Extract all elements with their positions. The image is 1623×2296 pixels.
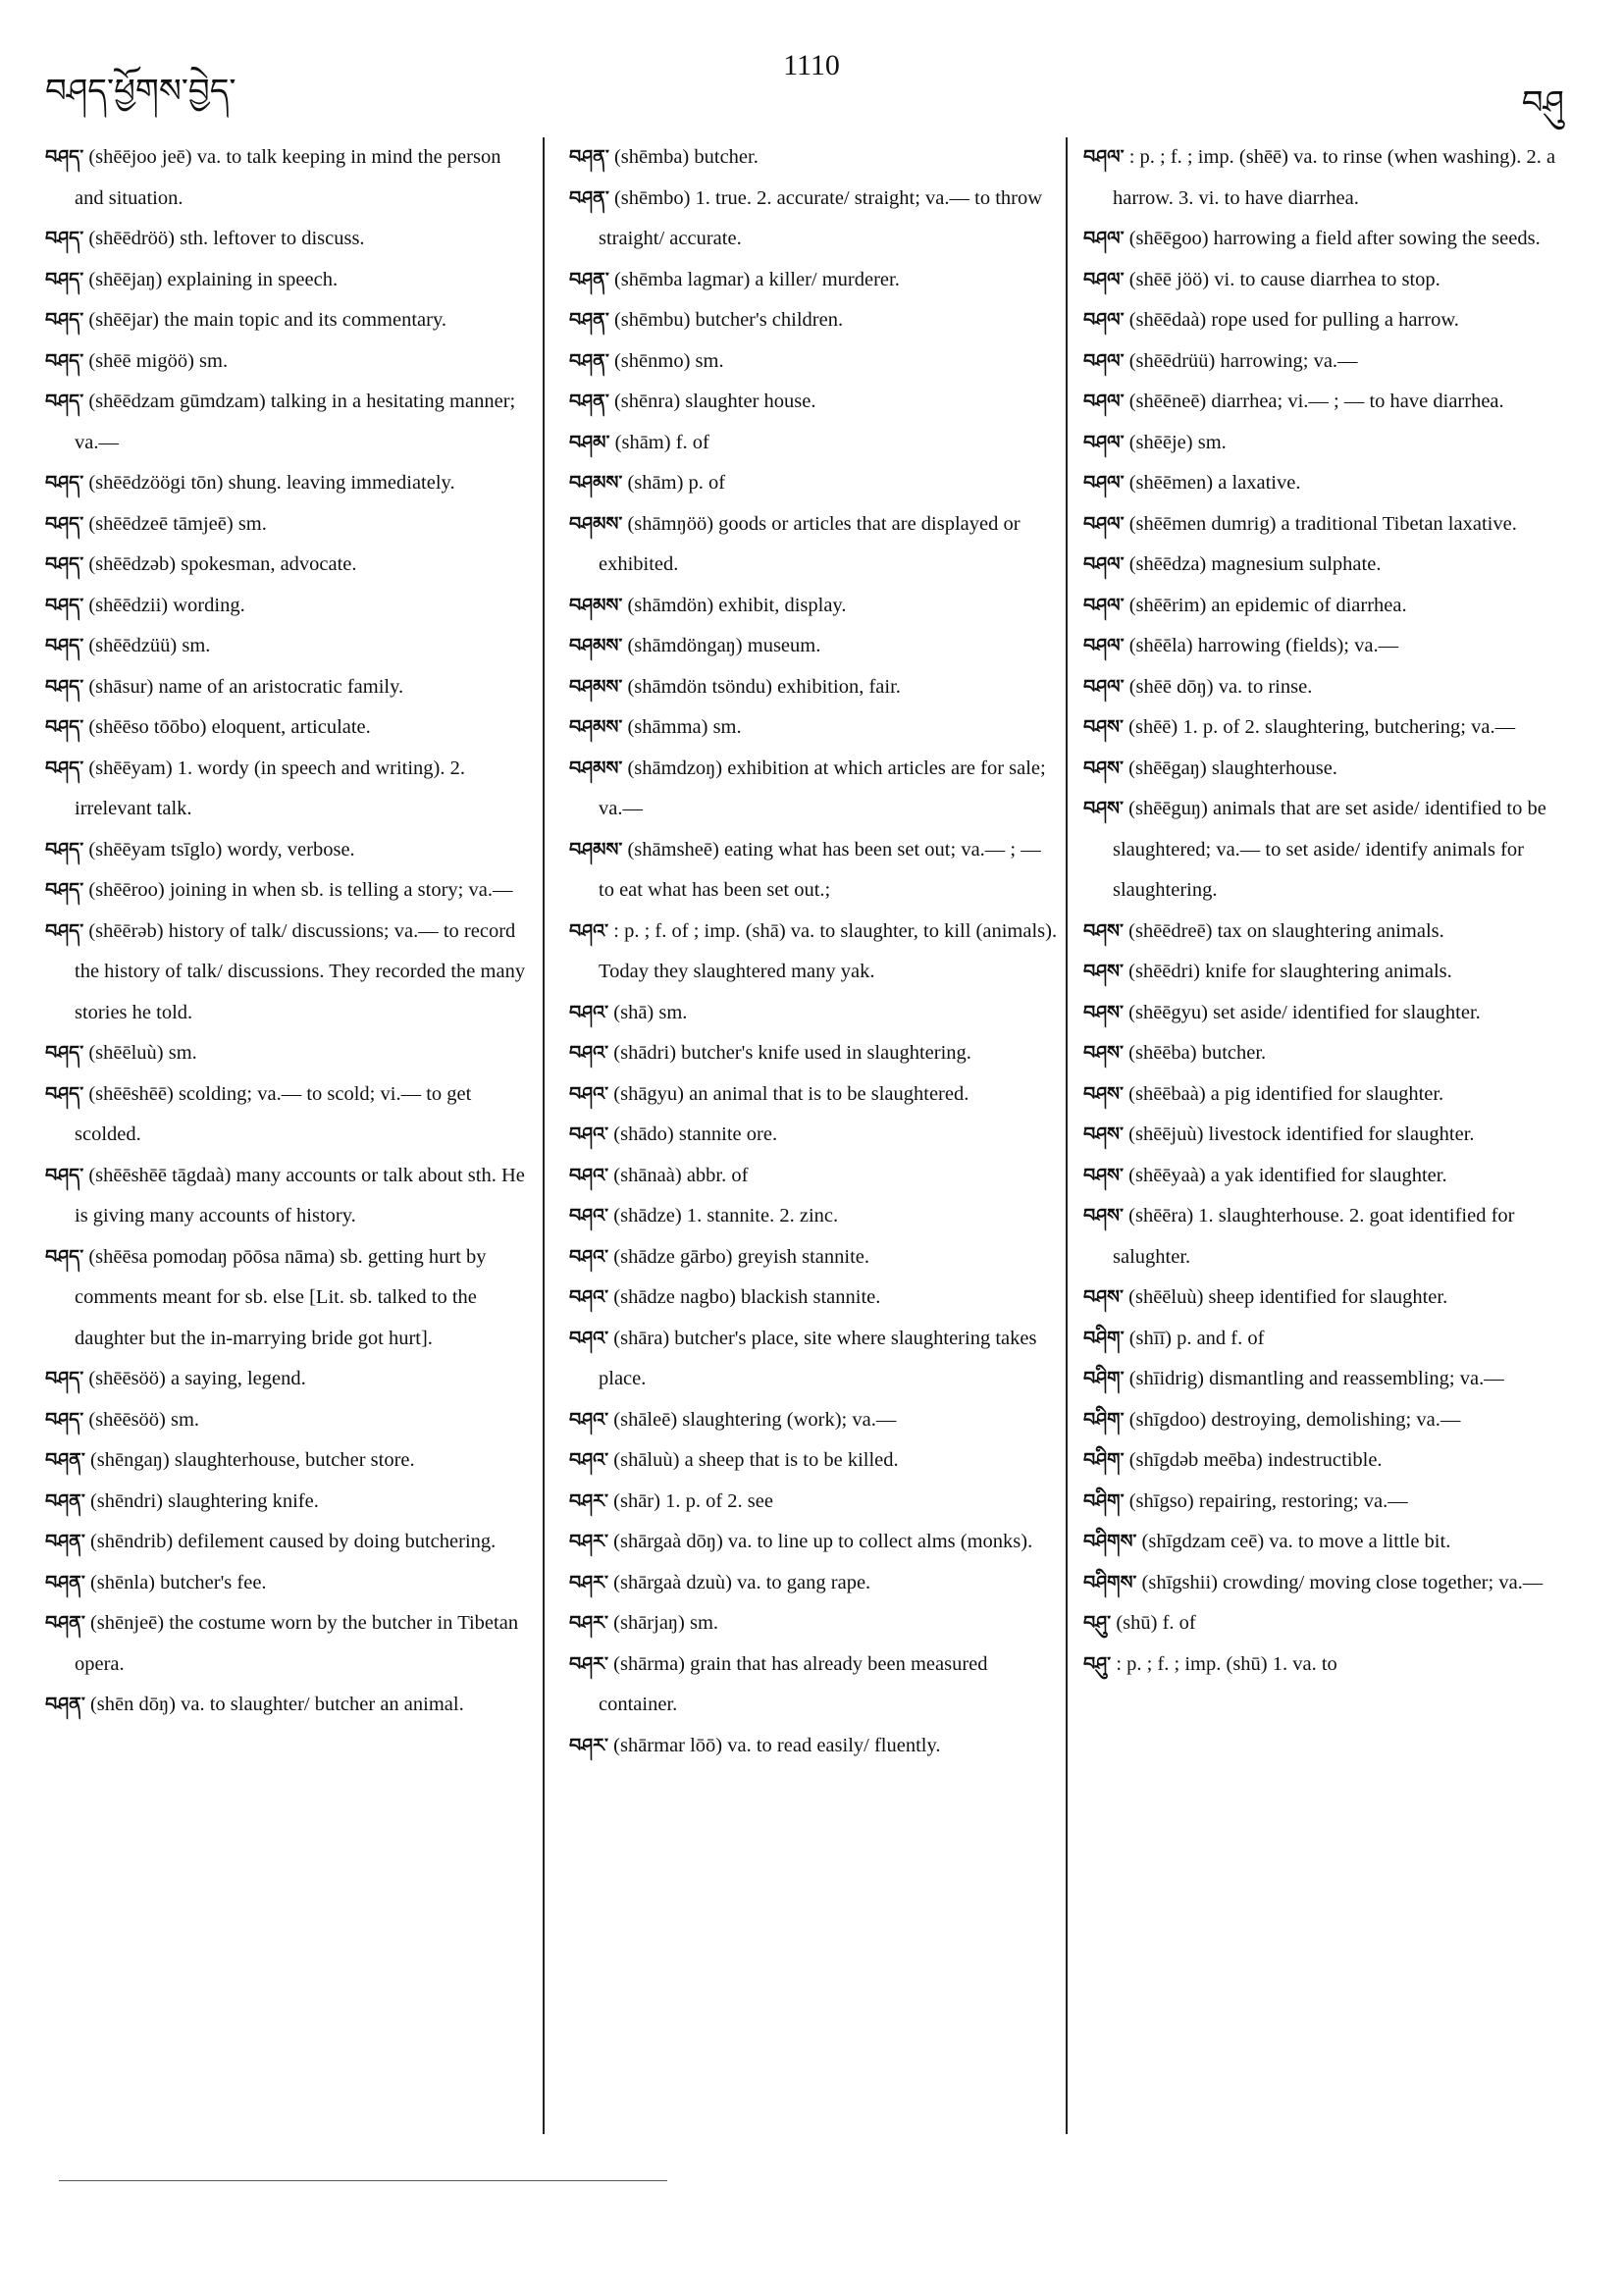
entry-definition: (shāmma) sm. xyxy=(627,716,742,738)
dictionary-entry xyxy=(1083,1563,1574,1604)
dictionary-entry xyxy=(45,1237,526,1360)
dictionary-entry xyxy=(1083,1482,1574,1523)
dictionary-entry xyxy=(45,1074,526,1156)
entry-definition: (shēēdreē) tax on slaughtering animals. xyxy=(1128,919,1444,942)
entry-definition: (shēn dōŋ) va. to slaughter/ butcher an animal. xyxy=(89,1694,464,1715)
dictionary-entry xyxy=(45,1603,526,1685)
entry-definition: (shīgso) repairing, restoring; va.— xyxy=(1128,1489,1408,1512)
entry-headword: བཤད་ xyxy=(45,635,84,656)
entry-definition: (shēēla) harrowing (fields); va.— xyxy=(1128,635,1399,656)
entry-headword: བཤར་ xyxy=(569,1612,609,1634)
entry-definition: (shēēsa pomodaŋ pōōsa nāma) sb. getting hurt by comments meant for sb. else [Lit. sb. talked to the daughter but the in-marrying bride got hurt]. xyxy=(75,1245,487,1349)
dictionary-entry xyxy=(1083,341,1574,383)
entry-definition: (shāmdzoŋ) exhibition at which articles are for sale; va.— xyxy=(599,757,1046,819)
entry-definition: : p. ; f. ; imp. (shū) 1. va. to xyxy=(1116,1652,1337,1675)
entry-headword: བཤད་ xyxy=(45,553,84,575)
dictionary-entry xyxy=(569,463,1060,504)
entry-definition: (shāleē) slaughtering (work); va.— xyxy=(613,1408,897,1431)
entry-definition: (shēēdröö) sth. leftover to discuss. xyxy=(88,228,365,249)
entry-definition: (shēēgyu) set aside/ identified for slaughter. xyxy=(1128,1001,1481,1023)
dictionary-entry xyxy=(569,1237,1060,1278)
entry-definition: (shēmbu) butcher's children. xyxy=(613,309,844,331)
dictionary-entry xyxy=(1083,382,1574,423)
entry-definition: (shārgaà dōŋ) va. to line up to collect alms (monks). xyxy=(613,1531,1033,1552)
dictionary-entry xyxy=(1083,423,1574,464)
dictionary-entry xyxy=(45,260,526,301)
page-header xyxy=(0,0,1623,128)
entry-definition: (shāluù) a sheep that is to be killed. xyxy=(613,1449,899,1471)
dictionary-entry xyxy=(45,545,526,586)
dictionary-entry xyxy=(1083,952,1574,993)
entry-definition: (shēēyaà) a yak identified for slaughter. xyxy=(1128,1164,1447,1186)
entry-definition: (shēngaŋ) slaughterhouse, butcher store. xyxy=(89,1449,415,1471)
dictionary-entry xyxy=(1083,789,1574,912)
entry-headword: བཤད་ xyxy=(45,512,84,535)
entry-headword: བཤིགས་ xyxy=(1083,1571,1137,1593)
dictionary-entry xyxy=(569,341,1060,383)
dictionary-entry xyxy=(569,993,1060,1034)
entry-headword: བཤལ་ xyxy=(1083,391,1125,412)
entry-headword: བཤས་ xyxy=(1083,716,1125,738)
entry-definition: (shēējaŋ) explaining in speech. xyxy=(88,268,339,290)
entry-headword: བཤིག་ xyxy=(1083,1327,1125,1349)
dictionary-entry xyxy=(1083,300,1574,341)
dictionary-entry xyxy=(45,463,526,504)
entry-headword: བཤས་ xyxy=(1083,1042,1125,1064)
entry-definition: : p. ; f. ; imp. (shēē) va. to rinse (when washing). 2. a harrow. 3. vi. to have diarrhea. xyxy=(1113,146,1556,209)
entry-headword: བཤིག་ xyxy=(1083,1408,1125,1431)
entry-headword: བཤའ་ xyxy=(569,1286,609,1308)
dictionary-entry xyxy=(45,1563,526,1604)
entry-headword: བཤས་ xyxy=(1083,919,1125,942)
entry-headword: བཤན་ xyxy=(569,349,609,372)
page-number: 1110 xyxy=(783,49,840,81)
entry-definition: (shēēgaŋ) slaughterhouse. xyxy=(1128,757,1337,779)
entry-headword: བཤམས་ xyxy=(569,838,623,861)
dictionary-entry xyxy=(569,912,1060,993)
entry-headword: བཤམས་ xyxy=(569,675,623,698)
entry-headword: བཤལ་ xyxy=(1083,268,1125,290)
entry-definition: (shā) sm. xyxy=(613,1001,688,1023)
entry-headword: བཤའ་ xyxy=(569,1205,609,1226)
entry-definition: (shēēbaà) a pig identified for slaughter. xyxy=(1128,1082,1444,1105)
dictionary-entry xyxy=(569,1400,1060,1441)
dictionary-entry xyxy=(45,1685,526,1726)
dictionary-entry xyxy=(569,179,1060,260)
entry-definition: (shēēdza) magnesium sulphate. xyxy=(1128,553,1382,575)
entry-headword: བཤད་ xyxy=(45,391,84,412)
dictionary-entry xyxy=(1083,1644,1574,1686)
dictionary-entry xyxy=(569,1603,1060,1644)
entry-headword: བཤས་ xyxy=(1083,1082,1125,1105)
entry-definition: (shēēra) 1. slaughterhouse. 2. goat identified for salughter. xyxy=(1113,1205,1515,1268)
dictionary-entry xyxy=(569,586,1060,627)
entry-headword: བཤད་ xyxy=(45,1082,84,1105)
dictionary-entry xyxy=(45,1522,526,1563)
entry-definition: (shāmdöngaŋ) museum. xyxy=(627,635,821,656)
entry-headword: བཤས་ xyxy=(1083,1164,1125,1186)
dictionary-entry xyxy=(45,504,526,546)
dictionary-entry xyxy=(1083,545,1574,586)
entry-definition: (shāmdön tsöndu) exhibition, fair. xyxy=(627,675,901,698)
entry-headword: བཤན་ xyxy=(45,1489,85,1512)
entry-headword: བཤས་ xyxy=(1083,798,1125,819)
entry-headword: བཤན་ xyxy=(45,1449,85,1471)
dictionary-entry xyxy=(569,830,1060,912)
entry-headword: བཤའ་ xyxy=(569,1082,609,1105)
entry-definition: (shēēsöö) sm. xyxy=(88,1408,200,1431)
dictionary-entry xyxy=(569,1726,1060,1767)
dictionary-entry xyxy=(45,586,526,627)
dictionary-entry xyxy=(1083,1319,1574,1360)
entry-definition: (shādze) 1. stannite. 2. zinc. xyxy=(613,1205,839,1226)
entry-definition: (shīgdzam ceē) va. to move a little bit. xyxy=(1141,1531,1451,1552)
entry-headword: བཤམས་ xyxy=(569,716,623,738)
dictionary-entry xyxy=(569,260,1060,301)
dictionary-entry xyxy=(1083,504,1574,546)
dictionary-entry xyxy=(1083,667,1574,708)
dictionary-entry xyxy=(569,382,1060,423)
entry-definition: (shāsur) name of an aristocratic family. xyxy=(88,675,404,698)
entry-headword: བཤའ་ xyxy=(569,1164,609,1186)
entry-headword: བཤད་ xyxy=(45,349,84,372)
entry-headword: བཤམས་ xyxy=(569,512,623,535)
entry-headword: བཤལ་ xyxy=(1083,635,1125,656)
entry-definition: (shēēmen dumrig) a traditional Tibetan laxative. xyxy=(1128,512,1517,535)
dictionary-entry xyxy=(1083,463,1574,504)
dictionary-entry xyxy=(1083,1278,1574,1319)
entry-definition: (shēēluù) sheep identified for slaughter. xyxy=(1128,1286,1448,1308)
entry-headword: བཤལ་ xyxy=(1083,472,1125,494)
entry-headword: བཤར་ xyxy=(569,1571,609,1593)
entry-headword: བཤད་ xyxy=(45,1164,84,1186)
entry-definition: (shār) 1. p. of 2. see xyxy=(613,1489,773,1512)
dictionary-entry xyxy=(45,1400,526,1441)
dictionary-entry xyxy=(45,300,526,341)
entry-headword: བཤལ་ xyxy=(1083,675,1125,698)
entry-definition: (shēēneē) diarrhea; vi.— ; — to have diarrhea. xyxy=(1128,391,1504,412)
entry-definition: (shēē jöö) vi. to cause diarrhea to stop. xyxy=(1128,268,1440,290)
entry-definition: (shārmar lōō) va. to read easily/ fluently. xyxy=(613,1734,941,1756)
dictionary-entry xyxy=(1083,137,1574,219)
dictionary-entry xyxy=(1083,1440,1574,1482)
entry-headword: བཤིགས་ xyxy=(1083,1531,1137,1552)
entry-definition: (shēē dōŋ) va. to rinse. xyxy=(1128,675,1313,698)
entry-definition: : p. ; f. of ; imp. (shā) va. to slaughter, to kill (animals). Today they slaughtered many yak. xyxy=(599,919,1058,982)
entry-headword: བཤད་ xyxy=(45,838,84,861)
entry-headword: བཤལ་ xyxy=(1083,431,1125,453)
entry-definition: (shānaà) abbr. of xyxy=(613,1164,749,1186)
entry-definition: (shārjaŋ) sm. xyxy=(613,1612,719,1634)
entry-headword: བཤར་ xyxy=(569,1531,609,1552)
entry-headword: བཤའ་ xyxy=(569,1042,609,1064)
dictionary-entry xyxy=(45,667,526,708)
entry-headword: བཤད་ xyxy=(45,268,84,290)
entry-definition: (shādze gārbo) greyish stannite. xyxy=(613,1245,869,1268)
dictionary-entry xyxy=(45,870,526,912)
dictionary-entry xyxy=(569,626,1060,667)
entry-headword: བཤལ་ xyxy=(1083,553,1125,575)
entry-definition: (shēēmen) a laxative. xyxy=(1128,472,1301,494)
entry-definition: (shēēroo) joining in when sb. is telling a story; va.— xyxy=(88,879,513,901)
entry-definition: (shēēdaà) rope used for pulling a harrow. xyxy=(1128,309,1459,331)
entry-headword: བཤད་ xyxy=(45,1042,84,1064)
entry-headword: བཤད་ xyxy=(45,919,84,942)
entry-headword: བཤད་ xyxy=(45,716,84,738)
entry-definition: (shēēsöö) a saying, legend. xyxy=(88,1368,306,1389)
entry-headword: བཤས་ xyxy=(1083,961,1125,982)
dictionary-entry xyxy=(1083,749,1574,790)
entry-headword: བཤུ་ xyxy=(1083,1652,1112,1675)
entry-headword: བཤུ་ xyxy=(1083,1612,1112,1634)
dictionary-entry xyxy=(1083,219,1574,260)
entry-headword: བཤས་ xyxy=(1083,1001,1125,1023)
entry-headword: བཤམས་ xyxy=(569,635,623,656)
entry-definition: (shīī) p. and f. of xyxy=(1128,1327,1265,1349)
entry-definition: (shēnjeē) the costume worn by the butcher in Tibetan opera. xyxy=(75,1612,519,1675)
running-headword-right: བཤུ xyxy=(1521,83,1564,123)
entry-headword: བཤའ་ xyxy=(569,1123,609,1145)
dictionary-entry xyxy=(569,1033,1060,1074)
entry-definition: (shēēdzam gūmdzam) talking in a hesitating manner; va.— xyxy=(75,391,516,453)
entry-definition: (shēmba) butcher. xyxy=(613,146,759,168)
entry-headword: བཤལ་ xyxy=(1083,349,1125,372)
entry-definition: (shēēdzöögi tōn) shung. leaving immediately. xyxy=(88,472,455,494)
entry-definition: (shām) p. of xyxy=(627,472,726,494)
entry-definition: (shāra) butcher's place, site where slaughtering takes place. xyxy=(599,1327,1037,1389)
entry-headword: བཤར་ xyxy=(569,1652,609,1675)
dictionary-entry xyxy=(45,1156,526,1237)
dictionary-entry xyxy=(569,137,1060,179)
column-3 xyxy=(1083,137,1574,2149)
dictionary-entry xyxy=(1083,1522,1574,1563)
entry-definition: (shārgaà dzuù) va. to gang rape. xyxy=(613,1571,871,1593)
dictionary-entry xyxy=(45,382,526,463)
dictionary-entry xyxy=(1083,260,1574,301)
dictionary-entry xyxy=(45,137,526,219)
dictionary-entry xyxy=(45,341,526,383)
entry-headword: བཤན་ xyxy=(569,309,609,331)
entry-definition: (shēērim) an epidemic of diarrhea. xyxy=(1128,594,1407,616)
entry-headword: བཤལ་ xyxy=(1083,146,1125,168)
entry-definition: (shēē) 1. p. of 2. slaughtering, butchering; va.— xyxy=(1128,716,1516,738)
entry-definition: (shēē migöö) sm. xyxy=(88,349,229,372)
entry-definition: (shām) f. of xyxy=(614,431,709,453)
entry-definition: (shēēshēē tāgdaà) many accounts or talk about sth. He is giving many accounts of history. xyxy=(75,1164,525,1226)
dictionary-entry xyxy=(45,626,526,667)
entry-headword: བཤད་ xyxy=(45,472,84,494)
entry-definition: (shādri) butcher's knife used in slaughtering. xyxy=(613,1042,971,1064)
dictionary-entry xyxy=(569,707,1060,749)
entry-headword: བཤམས་ xyxy=(569,472,623,494)
dictionary-entry xyxy=(569,667,1060,708)
entry-headword: བཤད་ xyxy=(45,1368,84,1389)
entry-headword: བཤལ་ xyxy=(1083,594,1125,616)
dictionary-entry xyxy=(569,1196,1060,1237)
entry-definition: (shēmbo) 1. true. 2. accurate/ straight; va.— to throw straight/ accurate. xyxy=(599,186,1043,249)
entry-headword: བཤད་ xyxy=(45,594,84,616)
entry-headword: བཤམ་ xyxy=(569,431,610,453)
dictionary-entry xyxy=(45,219,526,260)
dictionary-entry xyxy=(1083,1074,1574,1116)
entry-definition: (shēndrib) defilement caused by doing butchering. xyxy=(89,1531,497,1552)
entry-definition: (shēējar) the main topic and its commentary. xyxy=(88,309,447,331)
dictionary-entry xyxy=(569,1644,1060,1726)
dictionary-entry xyxy=(1083,586,1574,627)
entry-definition: (shēēluù) sm. xyxy=(88,1042,197,1064)
entry-headword: བཤའ་ xyxy=(569,919,609,942)
entry-definition: (shēndri) slaughtering knife. xyxy=(89,1489,319,1512)
entry-definition: (shādze nagbo) blackish stannite. xyxy=(613,1286,881,1308)
dictionary-entry xyxy=(569,1563,1060,1604)
entry-definition: (shēēdzii) wording. xyxy=(88,594,245,616)
dictionary-entry xyxy=(1083,1196,1574,1278)
entry-definition: (shādo) stannite ore. xyxy=(613,1123,778,1145)
entry-headword: བཤན་ xyxy=(45,1612,85,1634)
entry-headword: བཤན་ xyxy=(45,1571,85,1593)
entry-headword: བཤད་ xyxy=(45,228,84,249)
entry-headword: བཤན་ xyxy=(569,186,609,209)
entry-definition: (shēnra) slaughter house. xyxy=(613,391,816,412)
entry-definition: (shēēgoo) harrowing a field after sowing the seeds. xyxy=(1128,228,1541,249)
entry-definition: (shēēguŋ) animals that are set aside/ identified to be slaughtered; va.— to set aside/ identify animals for slaughtering. xyxy=(1113,798,1546,901)
dictionary-entry xyxy=(1083,1603,1574,1644)
entry-definition: (shēēdri) knife for slaughtering animals. xyxy=(1128,961,1452,982)
dictionary-entry xyxy=(45,830,526,871)
dictionary-entry xyxy=(569,1440,1060,1482)
dictionary-entry xyxy=(569,1319,1060,1400)
dictionary-entry xyxy=(45,749,526,830)
dictionary-entry xyxy=(45,1033,526,1074)
entry-definition: (shū) f. of xyxy=(1116,1612,1196,1634)
entry-definition: (shāmdön) exhibit, display. xyxy=(627,594,847,616)
entry-headword: བཤན་ xyxy=(45,1531,85,1552)
dictionary-entry xyxy=(569,1115,1060,1156)
entry-headword: བཤད་ xyxy=(45,146,84,168)
entry-headword: བཤད་ xyxy=(45,309,84,331)
entry-headword: བཤན་ xyxy=(569,146,609,168)
dictionary-entry xyxy=(45,1440,526,1482)
dictionary-entry xyxy=(1083,912,1574,953)
dictionary-entry xyxy=(45,707,526,749)
entry-headword: བཤིག་ xyxy=(1083,1489,1125,1512)
entry-headword: བཤད་ xyxy=(45,879,84,901)
entry-definition: (shēēdrüü) harrowing; va.— xyxy=(1128,349,1358,372)
entry-headword: བཤད་ xyxy=(45,1245,84,1268)
entry-headword: བཤས་ xyxy=(1083,757,1125,779)
entry-headword: བཤད་ xyxy=(45,675,84,698)
dictionary-entry xyxy=(569,504,1060,586)
dictionary-entry xyxy=(569,1074,1060,1116)
entry-headword: བཤས་ xyxy=(1083,1286,1125,1308)
footer-rule xyxy=(59,2180,667,2181)
entry-headword: བཤན་ xyxy=(569,268,609,290)
dictionary-entry xyxy=(569,1522,1060,1563)
entry-headword: བཤལ་ xyxy=(1083,512,1125,535)
column-1 xyxy=(45,137,526,2149)
entry-definition: (shāgyu) an animal that is to be slaughtered. xyxy=(613,1082,969,1105)
entry-definition: (shīgdəb meēba) indestructible. xyxy=(1128,1449,1383,1471)
entry-headword: བཤར་ xyxy=(569,1734,609,1756)
entry-definition: (shēnla) butcher's fee. xyxy=(89,1571,267,1593)
dictionary-entry xyxy=(569,300,1060,341)
entry-definition: (shēēdzəb) spokesman, advocate. xyxy=(88,553,357,575)
running-headword-left: བཤད་ཕྱོགས་བྱེད་ xyxy=(45,72,236,111)
entry-headword: བཤམས་ xyxy=(569,757,623,779)
entry-headword: བཤར་ xyxy=(569,1489,609,1512)
dictionary-entry xyxy=(45,1482,526,1523)
dictionary-entry xyxy=(569,1482,1060,1523)
entry-definition: (shēēyam) 1. wordy (in speech and writing). 2. irrelevant talk. xyxy=(75,757,466,819)
entry-headword: བཤའ་ xyxy=(569,1001,609,1023)
dictionary-entry xyxy=(569,1156,1060,1197)
entry-headword: བཤའ་ xyxy=(569,1245,609,1268)
entry-headword: བཤའ་ xyxy=(569,1327,609,1349)
entry-definition: (shāmsheē) eating what has been set out; va.— ; — to eat what has been set out.; xyxy=(599,838,1041,901)
dictionary-entry xyxy=(45,912,526,1034)
dictionary-entry xyxy=(1083,993,1574,1034)
dictionary-entry xyxy=(1083,1400,1574,1441)
dictionary-entry xyxy=(569,423,1060,464)
entry-definition: (shēējuù) livestock identified for slaughter. xyxy=(1128,1123,1475,1145)
entry-headword: བཤད་ xyxy=(45,1408,84,1431)
entry-headword: བཤད་ xyxy=(45,757,84,779)
entry-definition: (shēējoo jeē) va. to talk keeping in mind the person and situation. xyxy=(75,146,501,209)
entry-headword: བཤལ་ xyxy=(1083,228,1125,249)
entry-headword: བཤའ་ xyxy=(569,1408,609,1431)
dictionary-entry xyxy=(1083,626,1574,667)
entry-headword: བཤན་ xyxy=(45,1694,85,1715)
entry-definition: (shīidrig) dismantling and reassembling; va.— xyxy=(1128,1368,1504,1389)
entry-headword: བཤལ་ xyxy=(1083,309,1125,331)
entry-definition: (shēēshēē) scolding; va.— to scold; vi.— to get scolded. xyxy=(75,1082,472,1145)
entry-definition: (shīgshii) crowding/ moving close together; va.— xyxy=(1141,1571,1544,1593)
entry-definition: (shēnmo) sm. xyxy=(613,349,724,372)
entry-headword: བཤས་ xyxy=(1083,1123,1125,1145)
entry-definition: (shēēso tōōbo) eloquent, articulate. xyxy=(88,716,371,738)
dictionary-entry xyxy=(1083,1156,1574,1197)
entry-definition: (shēmba lagmar) a killer/ murderer. xyxy=(613,268,900,290)
column-2 xyxy=(569,137,1060,2149)
entry-definition: (shīgdoo) destroying, demolishing; va.— xyxy=(1128,1408,1461,1431)
entry-definition: (shēēyam tsīglo) wordy, verbose. xyxy=(88,838,355,861)
entry-headword: བཤས་ xyxy=(1083,1205,1125,1226)
dictionary-entry xyxy=(569,1278,1060,1319)
dictionary-entry xyxy=(1083,1359,1574,1400)
dictionary-columns xyxy=(0,137,1623,2149)
entry-headword: བཤན་ xyxy=(569,391,609,412)
entry-headword: བཤམས་ xyxy=(569,594,623,616)
entry-definition: (shēēje) sm. xyxy=(1128,431,1227,453)
dictionary-entry xyxy=(1083,1033,1574,1074)
entry-headword: བཤིག་ xyxy=(1083,1449,1125,1471)
entry-definition: (shēēdzeē tāmjeē) sm. xyxy=(88,512,267,535)
entry-definition: (shārma) grain that has already been measured container. xyxy=(599,1652,988,1715)
entry-headword: བཤའ་ xyxy=(569,1449,609,1471)
entry-definition: (shāmŋöö) goods or articles that are displayed or exhibited. xyxy=(599,512,1021,575)
entry-definition: (shēērəb) history of talk/ discussions; va.— to record the history of talk/ discussions. They recorded the many stories he told. xyxy=(75,919,526,1023)
dictionary-entry xyxy=(1083,1115,1574,1156)
dictionary-entry xyxy=(45,1359,526,1400)
dictionary-entry xyxy=(1083,707,1574,749)
entry-headword: བཤིག་ xyxy=(1083,1368,1125,1389)
dictionary-entry xyxy=(569,749,1060,830)
entry-definition: (shēēdzüü) sm. xyxy=(88,635,211,656)
entry-definition: (shēēba) butcher. xyxy=(1128,1042,1267,1064)
